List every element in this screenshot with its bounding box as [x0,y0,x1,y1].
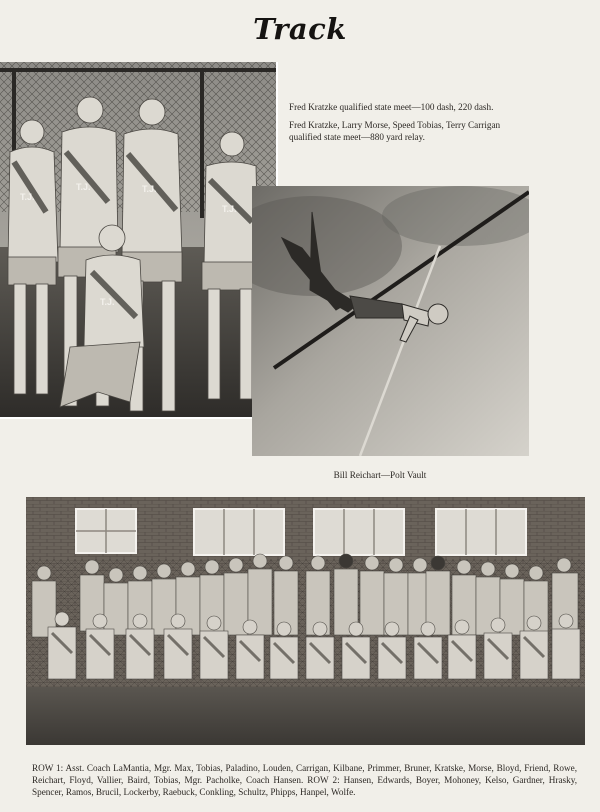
relay-team-photo [0,62,278,419]
vault-caption: Bill Reichart—Polt Vault [333,470,427,480]
jersey-label: T.J. [142,184,157,194]
page-title: Track [253,12,347,46]
team-photo [26,497,585,745]
jersey-label: T.J. [20,192,35,202]
jersey-label: T.J. [222,204,237,214]
pole-vault-photo [252,186,529,456]
relay-caption [289,101,521,149]
team-caption: ROW 1: Asst. Coach LaMantia, Mgr. Max, Tobias, Paladino, Louden, Carrigan, Kilbane, Primmer, Bruner, Kratske, Morse, Bloyd, Friend, Rowe, Reichart, Floyd, Vallier, Baird, Tobias, Mgr. Pacholke, Coach Hansen. ROW 2: Hansen, Edwards, Boyer, Mohoney, Kelso, Gardner, Hrasky, Spencer, Ramos, Brucil, Lockerby, Raebuck, Conkling, Schultz, Phipps, Hanpel, Wolfe. [32,763,577,797]
jersey-label: T.J. [76,182,91,192]
relay-caption-line: Fred Kratzke, Larry Morse, Speed Tobias, Terry Carrigan qualified state meet—880 yard relay. [289,120,501,142]
relay-caption-line: Fred Kratzke qualified state meet—100 dash, 220 dash. [289,102,494,112]
jersey-label: T.J. [100,297,115,307]
